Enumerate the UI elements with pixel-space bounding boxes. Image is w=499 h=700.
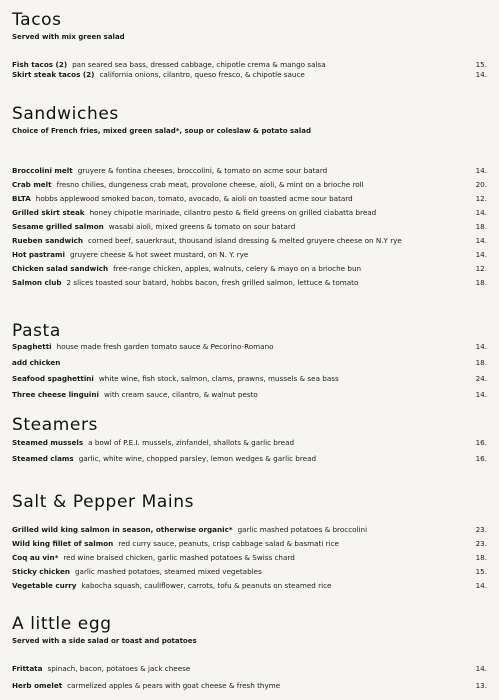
menu-item xyxy=(12,208,492,222)
item-desc: california onions, cilantro, queso fresco, & chipotle sauce xyxy=(99,70,305,79)
item-price: 12. xyxy=(475,194,487,203)
item-name: Rueben sandwich xyxy=(12,236,84,245)
menu-item xyxy=(12,278,492,292)
menu-item xyxy=(12,70,492,80)
section-subtitle: Choice of French fries, mixed green salad*, soup or coleslaw & potato salad xyxy=(12,127,311,135)
item-desc: free-range chicken, apples, walnuts, celery & mayo on a brioche bun xyxy=(113,264,362,273)
item-name: Sesame grilled salmon xyxy=(12,222,104,231)
section-title: Tacos xyxy=(12,10,62,30)
item-name: Grilled skirt steak xyxy=(12,208,85,217)
item-price: 14. xyxy=(475,390,487,399)
item-desc: gruyere & fontina cheeses, broccolini, & tomato on acme sour batard xyxy=(77,166,328,175)
item-price: 14. xyxy=(475,236,487,245)
item-price: 20. xyxy=(475,180,487,189)
item-desc: pan seared sea bass, dressed cabbage, chipotle crema & mango salsa xyxy=(72,60,326,69)
item-list xyxy=(12,166,492,292)
item-name: Steamed mussels xyxy=(12,438,84,447)
menu-item xyxy=(12,390,492,406)
item-name: Skirt steak tacos (2) xyxy=(12,70,95,79)
item-price: 13. xyxy=(475,681,487,690)
menu-item xyxy=(12,539,492,553)
section-egg xyxy=(12,614,492,695)
menu-item xyxy=(12,454,492,470)
item-name: Vegetable curry xyxy=(12,581,77,590)
item-name: Spaghetti xyxy=(12,342,52,351)
menu-item xyxy=(12,581,492,595)
item-price: 14. xyxy=(475,342,487,351)
item-price: 23. xyxy=(475,539,487,548)
item-name: Crab melt xyxy=(12,180,52,189)
item-price: 14. xyxy=(475,208,487,217)
menu-item xyxy=(12,553,492,567)
section-steamers xyxy=(12,415,492,470)
item-name: Wild king fillet of salmon xyxy=(12,539,114,548)
item-list xyxy=(12,438,492,470)
section-title: Steamers xyxy=(12,415,98,435)
item-desc: with cream sauce, cilantro, & walnut pesto xyxy=(103,390,258,399)
section-pasta xyxy=(12,321,492,406)
menu-item xyxy=(12,60,492,70)
item-name: Herb omelet xyxy=(12,681,63,690)
item-price: 15. xyxy=(475,567,487,576)
item-desc: red wine braised chicken, garlic mashed potatoes & Swiss chard xyxy=(63,553,295,562)
item-name: Seafood spaghettini xyxy=(12,374,94,383)
section-subtitle: Served with mix green salad xyxy=(12,33,125,41)
item-desc: wasabi aioli, mixed greens & tomato on sour batard xyxy=(108,222,296,231)
item-price: 18. xyxy=(475,278,487,287)
item-desc: kabocha squash, cauliflower, carrots, tofu & peanuts on steamed rice xyxy=(81,581,332,590)
item-desc: red curry sauce, peanuts, crisp cabbage salad & basmati rice xyxy=(118,539,339,548)
item-name: Three cheese linguini xyxy=(12,390,99,399)
section-tacos xyxy=(12,10,492,80)
item-list xyxy=(12,525,492,595)
item-desc: gruyere cheese & hot sweet mustard, on N. Y. rye xyxy=(69,250,249,259)
item-desc: house made fresh garden tomato sauce & Pecorino-Romano xyxy=(56,342,274,351)
item-list xyxy=(12,342,492,406)
item-price: 18. xyxy=(475,553,487,562)
item-name: Hot pastrami xyxy=(12,250,65,259)
item-desc: honey chipotle marinade, cilantro pesto & field greens on grilled ciabatta bread xyxy=(89,208,377,217)
section-title: Sandwiches xyxy=(12,104,119,124)
item-desc: hobbs applewood smoked bacon, tomato, avocado, & aioli on toasted acme sour batard xyxy=(35,194,353,203)
menu-item xyxy=(12,166,492,180)
menu-item xyxy=(12,342,492,358)
item-price: 24. xyxy=(475,374,487,383)
item-desc: corned beef, sauerkraut, thousand island dressing & melted gruyere cheese on N.Y rye xyxy=(88,236,402,245)
item-name: Salmon club xyxy=(12,278,62,287)
item-name: Grilled wild king salmon in season, otherwise organic* xyxy=(12,525,233,534)
item-price: 15. xyxy=(475,60,487,69)
item-desc: garlic mashed potatoes, steamed mixed vegetables xyxy=(74,567,262,576)
item-name: Frittata xyxy=(12,664,43,673)
menu-item xyxy=(12,194,492,208)
item-desc: white wine, fish stock, salmon, clams, prawns, mussels & sea bass xyxy=(98,374,339,383)
item-desc: 2 slices toasted sour batard, hobbs bacon, fresh grilled salmon, lettuce & tomato xyxy=(66,278,359,287)
item-name: Broccolini melt xyxy=(12,166,73,175)
menu-item xyxy=(12,664,492,681)
item-price: 14. xyxy=(475,70,487,79)
item-name: BLTA xyxy=(12,194,31,203)
menu-item xyxy=(12,180,492,194)
item-desc: a bowl of P.E.I. mussels, zinfandel, shallots & garlic bread xyxy=(88,438,295,447)
item-name: Coq au vin* xyxy=(12,553,59,562)
item-desc: fresno chilies, dungeness crab meat, provolone cheese, aioli, & mint on a brioche roll xyxy=(56,180,364,189)
item-desc: garlic mashed potatoes & broccolini xyxy=(237,525,368,534)
item-price: 14. xyxy=(475,250,487,259)
menu-item xyxy=(12,222,492,236)
section-title: A little egg xyxy=(12,614,112,634)
item-name: Fish tacos (2) xyxy=(12,60,68,69)
item-name: add chicken xyxy=(12,358,61,367)
menu-item xyxy=(12,250,492,264)
menu-item xyxy=(12,681,492,695)
item-list xyxy=(12,664,492,695)
item-price: 14. xyxy=(475,664,487,673)
menu-item xyxy=(12,358,492,374)
menu-item xyxy=(12,374,492,390)
item-price: 16. xyxy=(475,454,487,463)
menu-item xyxy=(12,525,492,539)
item-desc: garlic, white wine, chopped parsley, lemon wedges & garlic bread xyxy=(78,454,317,463)
menu-item xyxy=(12,438,492,454)
item-name: Sticky chicken xyxy=(12,567,70,576)
menu-item xyxy=(12,236,492,250)
item-name: Steamed clams xyxy=(12,454,74,463)
item-price: 12. xyxy=(475,264,487,273)
item-price: 18. xyxy=(475,222,487,231)
item-price: 14. xyxy=(475,166,487,175)
menu-item xyxy=(12,567,492,581)
section-sandwiches xyxy=(12,104,492,292)
item-desc: spinach, bacon, potatoes & jack cheese xyxy=(47,664,191,673)
item-price: 14. xyxy=(475,581,487,590)
section-mains xyxy=(12,492,492,595)
section-title: Pasta xyxy=(12,321,61,341)
menu-item xyxy=(12,264,492,278)
item-desc: carmelized apples & pears with goat cheese & fresh thyme xyxy=(67,681,281,690)
item-name: Chicken salad sandwich xyxy=(12,264,109,273)
section-subtitle: Served with a side salad or toast and potatoes xyxy=(12,637,197,645)
item-price: 16. xyxy=(475,438,487,447)
item-price: 23. xyxy=(475,525,487,534)
section-title: Salt & Pepper Mains xyxy=(12,492,195,512)
item-list xyxy=(12,60,492,80)
item-price: 18. xyxy=(475,358,487,367)
